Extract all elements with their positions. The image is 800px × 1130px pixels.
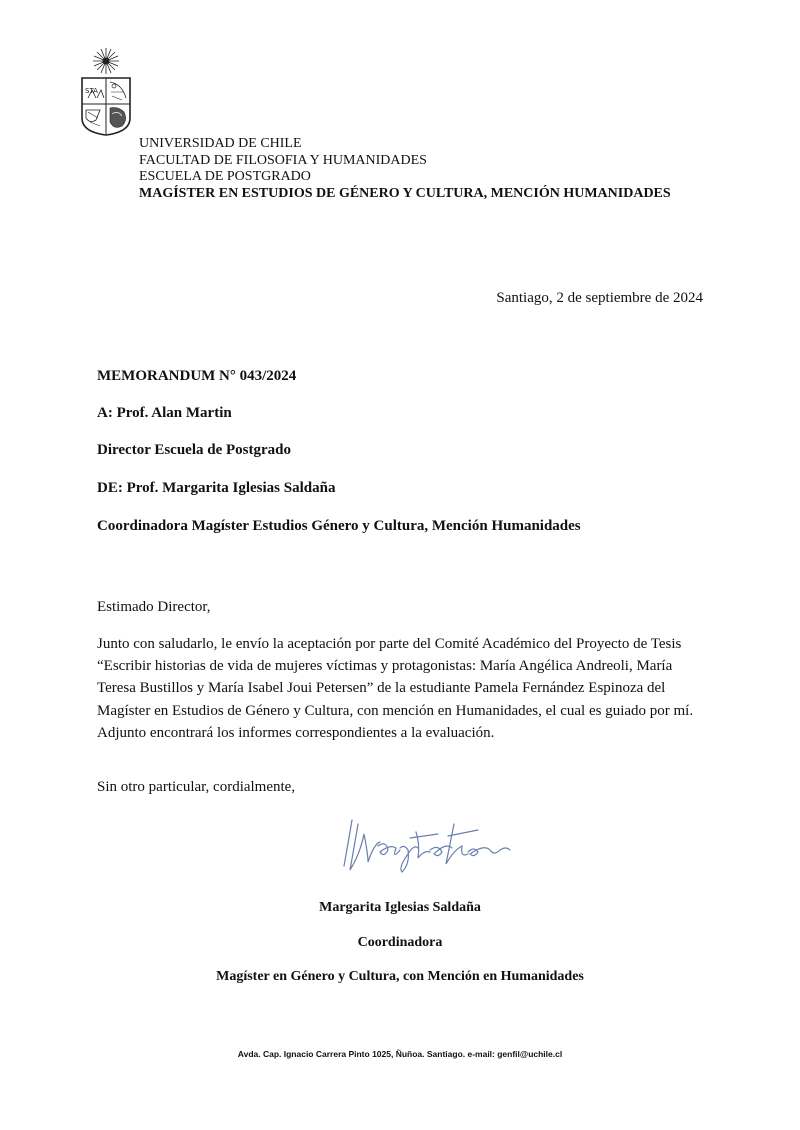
university-name: UNIVERSIDAD DE CHILE: [139, 136, 302, 151]
salutation: Estimado Director,: [97, 599, 211, 615]
document-date: Santiago, 2 de septiembre de 2024: [496, 290, 703, 306]
signer-name: Margarita Iglesias Saldaña: [319, 900, 481, 915]
logo-lettering: STA: [85, 87, 98, 95]
university-crest-logo: [78, 46, 134, 136]
footer-address: Avda. Cap. Ignacio Carrera Pinto 1025, Ñuñoa. Santiago. e-mail: genfil@uchile.cl: [237, 1049, 563, 1059]
memo-sender: DE: Prof. Margarita Iglesias Saldaña: [97, 480, 336, 496]
memo-recipient-role: Director Escuela de Postgrado: [97, 442, 291, 458]
closing-line: Sin otro particular, cordialmente,: [97, 779, 296, 795]
faculty-name: FACULTAD DE FILOSOFIA Y HUMANIDADES: [139, 152, 427, 168]
body-paragraph: Junto con saludarlo, le envío la aceptación por parte del Comité Académico del Proyecto de Tesis “Escribir historias de vida de mujeres víctimas y protagonistas: María Angélica Andreoli, María Teresa Bustillos y María Isabel Joui Petersen” de la estudiante Pamela Fernández Espinoza del Magíster en Estudios de Género y Cultura, con mención en Humanidades, el cual es guiado por mí. Adjunto encontrará los informes correspondientes a la evaluación.: [97, 636, 694, 741]
school-name: ESCUELA DE POSTGRADO: [139, 169, 311, 184]
memo-number: MEMORANDUM N° 043/2024: [97, 368, 297, 384]
memo-sender-role: Coordinadora Magíster Estudios Género y Cultura, Mención Humanidades: [97, 518, 581, 534]
institution-header: [139, 136, 671, 202]
handwritten-signature: [338, 814, 518, 874]
signer-role: Coordinadora: [357, 935, 443, 950]
program-name: MAGÍSTER EN ESTUDIOS DE GÉNERO Y CULTURA, MENCIÓN HUMANIDADES: [139, 185, 671, 201]
signer-program: Magíster en Género y Cultura, con Mención en Humanidades: [216, 969, 584, 984]
memo-recipient: A: Prof. Alan Martin: [97, 405, 232, 421]
